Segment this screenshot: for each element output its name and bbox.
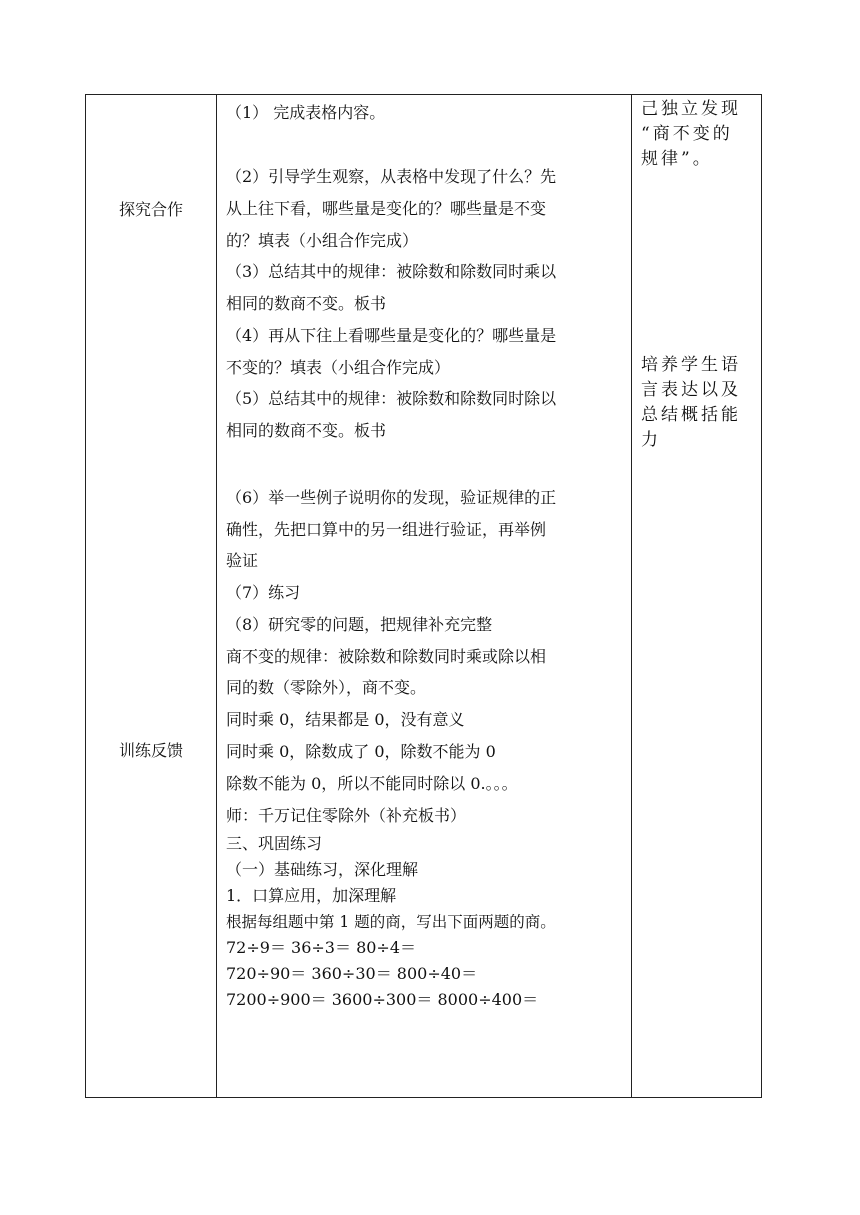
content-line: 师：千万记住零除外（补充板书） [226, 806, 467, 825]
lesson-plan-table [85, 94, 762, 1098]
oral-calc-row: 72÷9＝ 36÷3＝ 80÷4＝ [226, 938, 417, 957]
note-line: 规律”。 [641, 149, 713, 169]
content-line: （1） 完成表格内容。 [226, 103, 386, 122]
content-line: 确性，先把口算中的另一组进行验证，再举例 [226, 520, 547, 539]
content-line: （一）基础练习，深化理解 [226, 860, 419, 879]
content-line: （7）练习 [226, 583, 301, 602]
note-line: 己独立发现 [641, 99, 741, 119]
content-line: 同的数（零除外），商不变。 [226, 678, 427, 697]
content-line: 的？填表（小组合作完成） [226, 231, 419, 250]
oral-calc-row: 720÷90＝ 360÷30＝ 800÷40＝ [226, 964, 478, 983]
column-divider [216, 95, 217, 1097]
content-line: 根据每组题中第 1 题的商，写出下面两题的商。 [226, 913, 556, 931]
content-line: （8）研究零的问题，把规律补充完整 [226, 615, 493, 634]
oral-calc-row: 7200÷900＝ 3600÷300＝ 8000÷400＝ [226, 990, 539, 1009]
content-line: 从上往下看，哪些量是变化的？哪些量是不变 [226, 199, 547, 218]
note-line: 力 [641, 430, 661, 450]
content-line: 同时乘 0，结果都是 0，没有意义 [226, 710, 465, 729]
note-line: 总结概括能 [641, 405, 741, 425]
content-line: 验证 [226, 551, 259, 570]
content-line: 相同的数商不变。板书 [226, 421, 387, 440]
note-line: 言表达以及 [641, 380, 741, 400]
content-line: （2）引导学生观察，从表格中发现了什么？先 [226, 167, 557, 186]
stage-label-training: 训练反馈 [118, 741, 183, 760]
content-line: 不变的？填表（小组合作完成） [226, 358, 451, 377]
content-line: （3）总结其中的规律：被除数和除数同时乘以 [226, 262, 557, 281]
content-line: 商不变的规律：被除数和除数同时乘或除以相 [226, 647, 547, 666]
stage-label-explore: 探究合作 [118, 200, 183, 219]
note-line: “商不变的 [641, 124, 733, 144]
content-line: 除数不能为 0，所以不能同时除以 0.。。。 [226, 774, 518, 793]
content-line: （4）再从下往上看哪些量是变化的？哪些量是 [226, 326, 557, 345]
content-line: （6）举一些例子说明你的发现，验证规律的正 [226, 488, 557, 507]
content-line: 1．口算应用，加深理解 [226, 886, 397, 905]
note-line: 培养学生语 [641, 355, 741, 375]
column-divider [631, 95, 632, 1097]
content-line: 三、巩固练习 [226, 834, 323, 853]
content-line: 同时乘 0，除数成了 0，除数不能为 0 [226, 742, 496, 761]
content-line: （5）总结其中的规律：被除数和除数同时除以 [226, 389, 557, 408]
content-line: 相同的数商不变。板书 [226, 294, 387, 313]
